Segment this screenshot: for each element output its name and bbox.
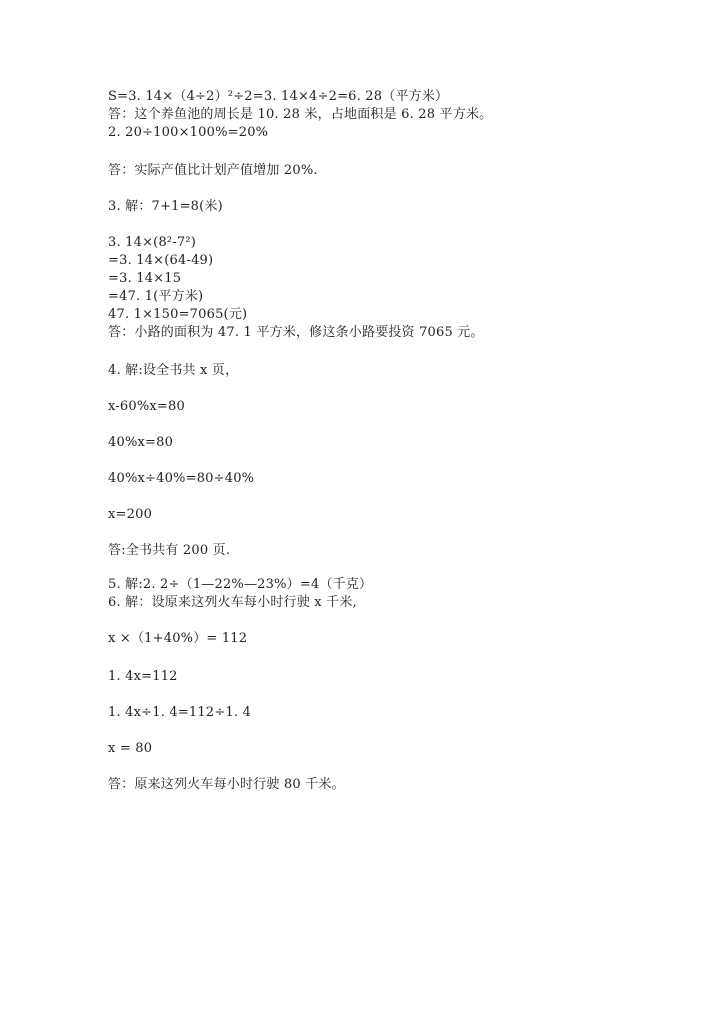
- q6-equation-1: x ×（1+40%）= 112: [108, 631, 248, 646]
- q3-step-5: =47. 1(平方米): [108, 289, 204, 304]
- q3-step-2: 3. 14×(8²-7²): [108, 235, 197, 250]
- q3-answer: 答：小路的面积为 47. 1 平方米，修这条小路要投资 7065 元。: [108, 325, 484, 340]
- q3-step-4: =3. 14×15: [108, 271, 182, 286]
- q6-setup: 6. 解：设原来这列火车每小时行驶 x 千米,: [108, 595, 357, 610]
- q4-equation-4: x=200: [108, 507, 153, 522]
- q3-step-3: =3. 14×(64-49): [108, 253, 214, 268]
- q2-answer: 答：这个养鱼池的周长是 10. 28 米，占地面积是 6. 28 平方米。: [108, 107, 493, 122]
- q6-equation-3: 1. 4x÷1. 4=112÷1. 4: [108, 705, 252, 720]
- q4-equation-1: x-60%x=80: [108, 399, 185, 414]
- q6-equation-2: 1. 4x=112: [108, 669, 178, 684]
- q3-step-6: 47. 1×150=7065(元): [108, 307, 248, 322]
- q2-percent-answer: 答：实际产值比计划产值增加 20%.: [108, 163, 318, 178]
- q2-area-calculation: S=3. 14×（4÷2）²÷2=3. 14×4÷2=6. 28（平方米）: [108, 89, 449, 104]
- q5-solution: 5. 解:2. 2÷（1—22%—23%）=4（千克）: [108, 577, 373, 592]
- q6-answer: 答：原来这列火车每小时行驶 80 千米。: [108, 777, 345, 792]
- q4-equation-2: 40%x=80: [108, 435, 174, 450]
- q3-step-1: 3. 解：7+1=8(米): [108, 199, 223, 214]
- q4-setup: 4. 解:设全书共 x 页，: [108, 363, 239, 378]
- q4-answer: 答:全书共有 200 页.: [108, 543, 231, 558]
- q4-equation-3: 40%x÷40%=80÷40%: [108, 471, 255, 486]
- q2-percent-calculation: 2. 20÷100×100%=20%: [108, 125, 269, 140]
- q6-equation-4: x = 80: [108, 741, 153, 756]
